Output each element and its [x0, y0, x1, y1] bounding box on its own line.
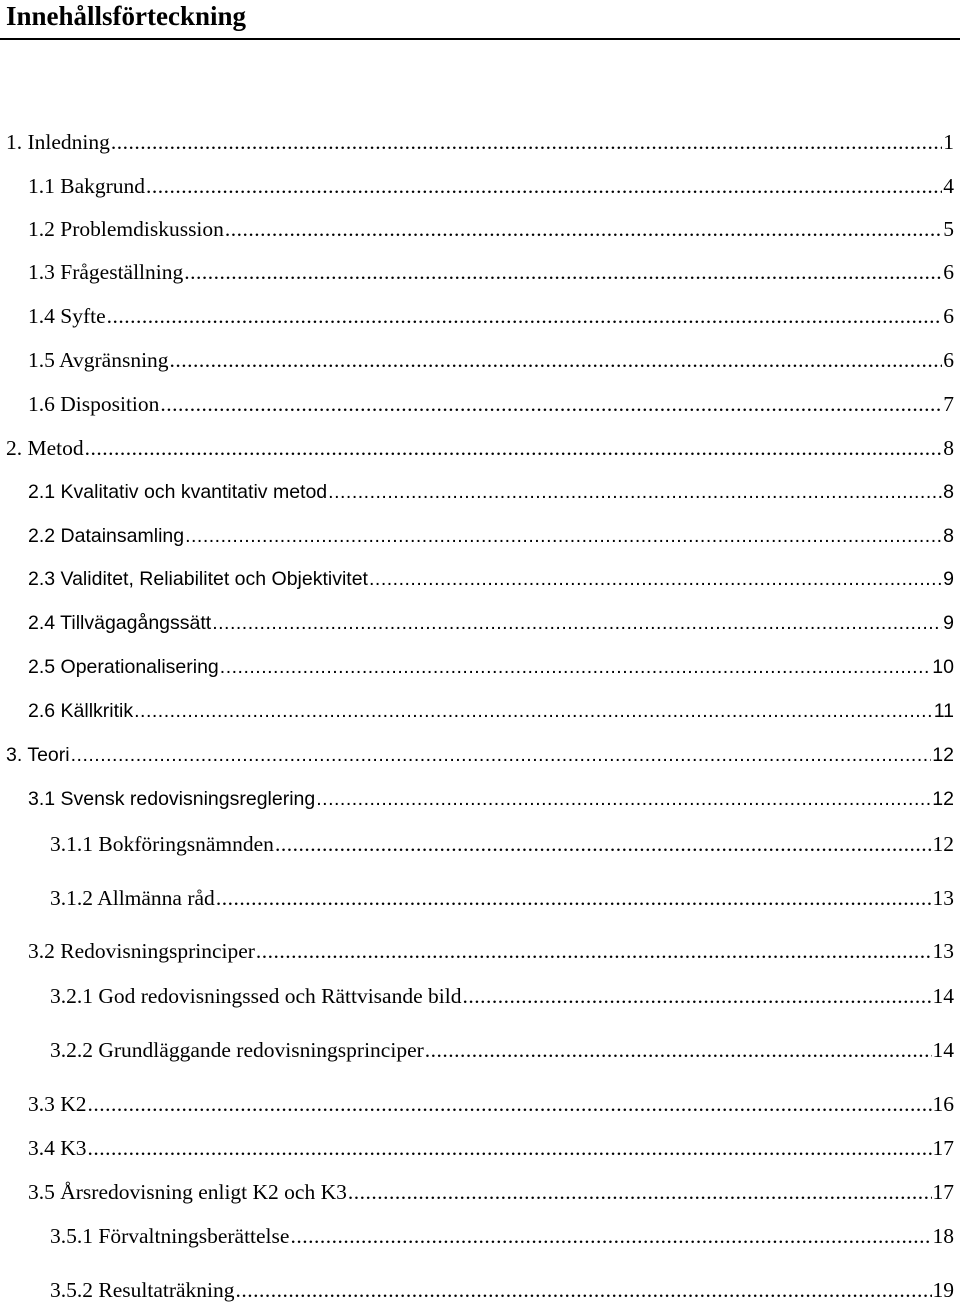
toc-leader-dots [88, 1133, 932, 1163]
toc-entry-label: 3.2 Redovisningsprinciper [28, 939, 255, 963]
toc-leader-dots [220, 652, 932, 682]
toc-entry-forvaltningsberattelse[interactable] [50, 1221, 954, 1251]
toc-entry-label: 1. Inledning [6, 130, 110, 154]
toc-entry-avgransning[interactable] [28, 345, 954, 375]
toc-page-number: 19 [932, 1278, 954, 1302]
toc-page-number: 16 [932, 1092, 954, 1116]
toc-entry-label: 3.5 Årsredovisning enligt K2 och K3 [28, 1180, 347, 1204]
toc-page-number: 12 [932, 788, 954, 810]
toc-page-number: 14 [932, 1038, 954, 1062]
toc-entry-bakgrund[interactable] [28, 171, 954, 201]
toc-entry-svensk-redovisningsreglering[interactable] [28, 784, 954, 814]
toc-leader-dots [160, 389, 942, 419]
toc-entry-label: 3.2.2 Grundläggande redovisningsprinciper [50, 1038, 424, 1062]
toc-entry-allmanna-rad[interactable] [50, 883, 954, 913]
toc-leader-dots [185, 521, 942, 551]
toc-entry-arsredovisning-k2-k3[interactable] [28, 1177, 954, 1207]
toc-entry-metod[interactable] [6, 433, 954, 463]
toc-entry-label: 2.1 Kvalitativ och kvantitativ metod [28, 481, 328, 503]
toc-page-number: 9 [943, 568, 954, 590]
toc-entry-resultatrakning[interactable] [50, 1275, 954, 1305]
toc-entry-label: 1.5 Avgränsning [28, 348, 169, 372]
toc-leader-dots [107, 301, 943, 331]
toc-page-number: 7 [943, 392, 954, 416]
toc-leader-dots [225, 214, 942, 244]
toc-entry-label: 3.5.2 Resultaträkning [50, 1278, 235, 1302]
toc-entry-redovisningsprinciper[interactable] [28, 936, 954, 966]
toc-page-number: 1 [943, 130, 954, 154]
toc-page-number: 12 [932, 744, 954, 766]
toc-page-number: 5 [943, 217, 954, 241]
toc-page-number: 6 [943, 304, 954, 328]
toc-leader-dots [216, 883, 932, 913]
toc-entry-grundlaggande-redovisningsprinciper[interactable] [50, 1035, 954, 1065]
toc-entry-label: 1.6 Disposition [28, 392, 160, 416]
toc-page-number: 11 [933, 700, 954, 722]
toc-entry-label: 3.4 K3 [28, 1136, 87, 1160]
toc-leader-dots [146, 171, 942, 201]
toc-entry-label: 2.5 Operationalisering [28, 656, 219, 678]
toc-leader-dots [170, 345, 943, 375]
toc-entry-teori[interactable] [6, 740, 954, 770]
toc-leader-dots [256, 936, 932, 966]
toc-entry-problemdiskussion[interactable] [28, 214, 954, 244]
toc-page-number: 18 [932, 1224, 954, 1248]
toc-leader-dots [85, 433, 943, 463]
toc-entry-label: 1.1 Bakgrund [28, 174, 146, 198]
toc-leader-dots [462, 981, 931, 1011]
toc-entry-fragestallning[interactable] [28, 257, 954, 287]
toc-leader-dots [275, 829, 932, 859]
toc-entry-label: 2.4 Tillvägagångssätt [28, 612, 212, 634]
toc-leader-dots [71, 740, 932, 770]
toc-entry-validitet-reliabilitet-objektivitet[interactable] [28, 564, 954, 594]
toc-page-number: 13 [932, 886, 954, 910]
toc-page-number: 14 [932, 984, 954, 1008]
toc-page-number: 12 [932, 832, 954, 856]
toc-leader-dots [290, 1221, 931, 1251]
toc-entry-tillvagagangssatt[interactable] [28, 608, 954, 638]
toc-entry-label: 3.5.1 Förvaltningsberättelse [50, 1224, 290, 1248]
toc-leader-dots [316, 784, 931, 814]
toc-entry-label: 3.1.2 Allmänna råd [50, 886, 215, 910]
toc-leader-dots [184, 257, 942, 287]
toc-page-number: 6 [943, 348, 954, 372]
toc-leader-dots [369, 564, 942, 594]
toc-entry-label: 2.6 Källkritik [28, 700, 134, 722]
toc-entry-label: 3.1 Svensk redovisningsreglering [28, 788, 316, 810]
toc-entry-disposition[interactable] [28, 389, 954, 419]
toc-page-number: 9 [943, 612, 954, 634]
toc-page-number: 8 [943, 525, 954, 547]
toc-entry-bokforingsnamnden[interactable] [50, 829, 954, 859]
toc-page-number: 17 [932, 1180, 954, 1204]
toc-entry-kvalitativ-och-kvantitativ-metod[interactable] [28, 477, 954, 507]
toc-entry-label: 2. Metod [6, 436, 84, 460]
toc-page-number: 8 [943, 481, 954, 503]
toc-leader-dots [328, 477, 942, 507]
toc-leader-dots [134, 696, 933, 726]
toc-entry-k2[interactable] [28, 1089, 954, 1119]
toc-leader-dots [212, 608, 942, 638]
toc-leader-dots [236, 1275, 932, 1305]
toc-entry-god-redovisningssed[interactable] [50, 981, 954, 1011]
toc-entry-label: 2.3 Validitet, Reliabilitet och Objektivitet [28, 568, 368, 590]
toc-entry-operationalisering[interactable] [28, 652, 954, 682]
toc-entry-k3[interactable] [28, 1133, 954, 1163]
toc-entry-label: 3.2.1 God redovisningssed och Rättvisande bild [50, 984, 462, 1008]
toc-leader-dots [111, 127, 942, 157]
toc-entry-label: 1.3 Frågeställning [28, 260, 184, 284]
toc-entry-label: 1.4 Syfte [28, 304, 106, 328]
toc-entry-kallkritik[interactable] [28, 696, 954, 726]
toc-page-number: 4 [943, 174, 954, 198]
title-rule [0, 38, 960, 40]
toc-entry-datainsamling[interactable] [28, 521, 954, 551]
toc-page-number: 6 [943, 260, 954, 284]
toc-entry-label: 3.3 K2 [28, 1092, 87, 1116]
toc-leader-dots [425, 1035, 932, 1065]
toc-page-number: 13 [932, 939, 954, 963]
toc-page-number: 10 [932, 656, 954, 678]
page-title: Innehållsförteckning [6, 1, 247, 31]
toc-page-number: 8 [943, 436, 954, 460]
toc-leader-dots [88, 1089, 932, 1119]
toc-page-number: 17 [932, 1136, 954, 1160]
toc-leader-dots [348, 1177, 932, 1207]
toc-entry-inledning[interactable] [6, 127, 954, 157]
toc-entry-label: 1.2 Problemdiskussion [28, 217, 224, 241]
toc-entry-label: 2.2 Datainsamling [28, 525, 185, 547]
toc-entry-label: 3.1.1 Bokföringsnämnden [50, 832, 274, 856]
toc-entry-syfte[interactable] [28, 301, 954, 331]
toc-entry-label: 3. Teori [6, 744, 70, 766]
